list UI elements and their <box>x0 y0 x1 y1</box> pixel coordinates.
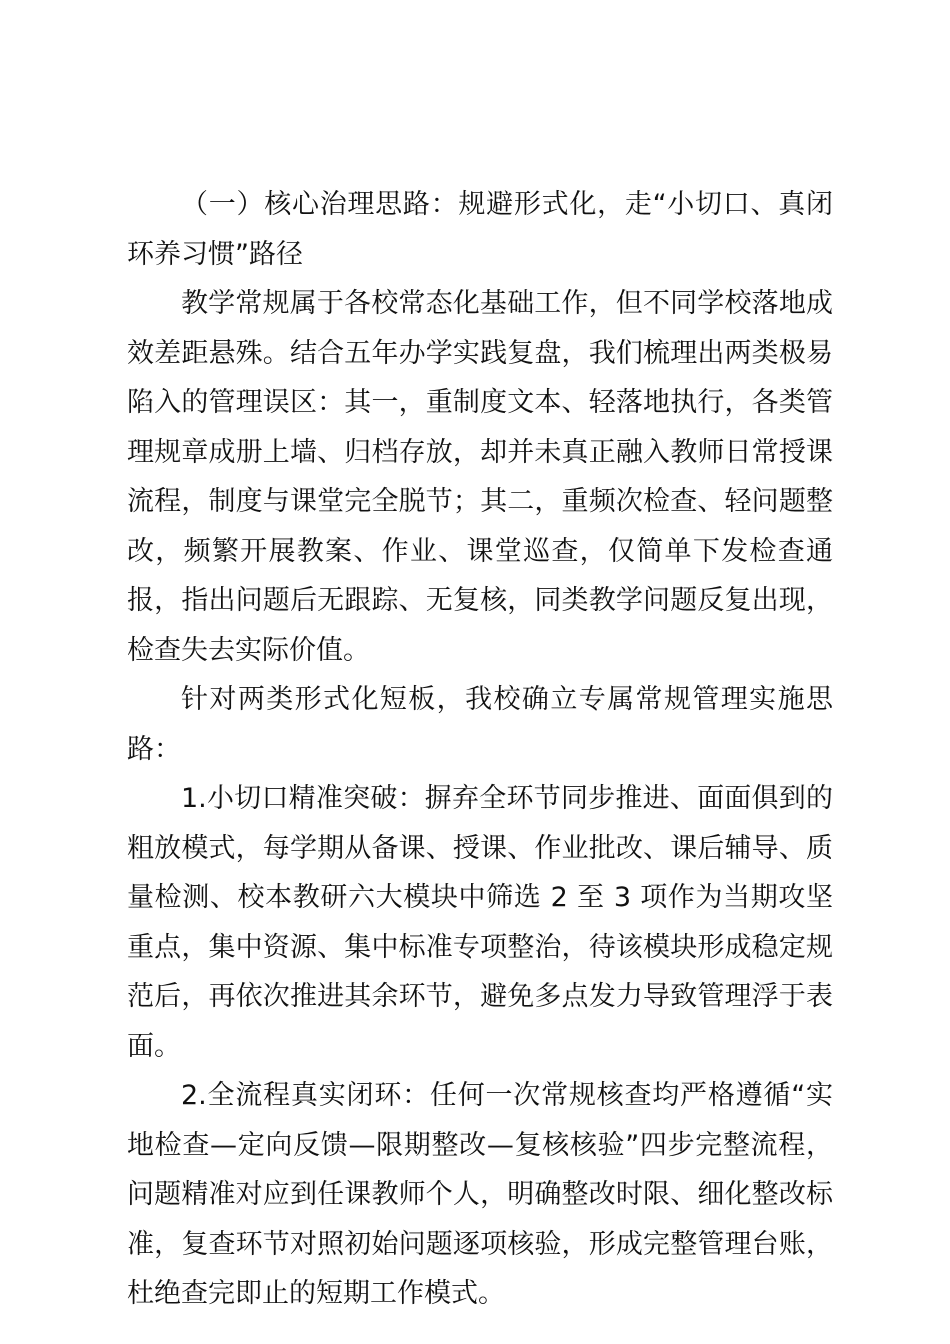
paragraph-approach-intro: 针对两类形式化短板，我校确立专属常规管理实施思路： <box>127 684 833 765</box>
paragraph-point-2: 2.全流程真实闭环：任何一次常规核查均严格遵循“实地检查—定向反馈—限期整改—复核核验”四步完整流程，问题精准对应到任课教师个人，明确整改时限、细化整改标准，复查环节对照初始问题逐项核验，形成完整管理台账，杜绝查完即止的短期工作模式。 <box>127 1080 833 1309</box>
paragraph-common-pitfalls: 教学常规属于各校常态化基础工作，但不同学校落地成效差距悬殊。结合五年办学实践复盘，我们梳理出两类极易陷入的管理误区：其一，重制度文本、轻落地执行，各类管理规章成册上墙、归档存放，却并未真正融入教师日常授课流程，制度与课堂完全脱节；其二，重频次检查、轻问题整改，频繁开展教案、作业、课堂巡查，仅简单下发检查通报，指出问题后无跟踪、无复核，同类教学问题反复出现，检查失去实际价值。 <box>127 288 833 666</box>
document-body <box>127 180 833 1319</box>
paragraph-point-1: 1.小切口精准突破：摒弃全环节同步推进、面面俱到的粗放模式，每学期从备课、授课、作业批改、课后辅导、质量检测、校本教研六大模块中筛选 2 至 3 项作为当期攻坚重点，集中资源、集中标准专项整治，待该模块形成稳定规范后，再依次推进其余环节，避免多点发力导致管理浮于表面。 <box>127 783 833 1062</box>
section-heading: （一）核心治理思路：规避形式化，走“小切口、真闭环养习惯”路径 <box>127 189 833 270</box>
